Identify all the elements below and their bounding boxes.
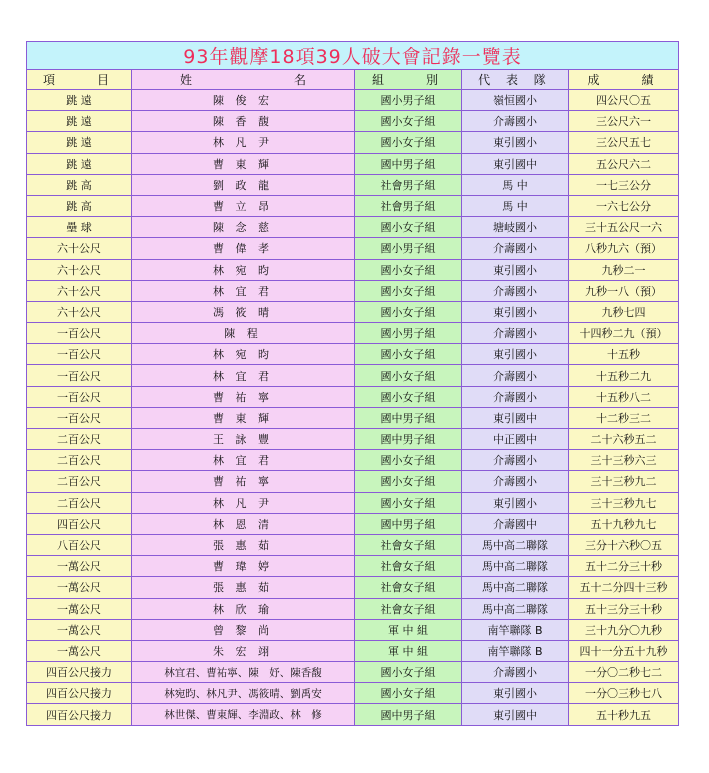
table-title: 93年觀摩18項39人破大會記錄一覽表 <box>27 42 679 70</box>
table-row <box>27 577 679 598</box>
table-row <box>27 598 679 619</box>
table-row <box>27 344 679 365</box>
cell-group: 國小女子組 <box>355 301 462 322</box>
cell-event: 跳 遠 <box>27 153 132 174</box>
table-row <box>27 556 679 577</box>
cell-group: 社會男子組 <box>355 174 462 195</box>
cell-result: 五十二分四十三秒 <box>569 577 679 598</box>
cell-group: 社會女子組 <box>355 534 462 555</box>
cell-name: 曹 立 昂 <box>132 195 355 216</box>
table-row <box>27 195 679 216</box>
cell-result: 九秒一八（預） <box>569 280 679 301</box>
table-row <box>27 662 679 683</box>
cell-result: 三公尺六一 <box>569 111 679 132</box>
cell-team: 東引國中 <box>462 407 569 428</box>
cell-group: 國小男子組 <box>355 90 462 111</box>
cell-team: 馬中高二聯隊 <box>462 598 569 619</box>
cell-event: 一百公尺 <box>27 386 132 407</box>
table-row <box>27 534 679 555</box>
cell-event: 六十公尺 <box>27 301 132 322</box>
cell-name: 林 凡 尹 <box>132 492 355 513</box>
cell-result: 三十三秒九七 <box>569 492 679 513</box>
table-row <box>27 429 679 450</box>
cell-result: 三十三秒六三 <box>569 450 679 471</box>
cell-event: 跳 遠 <box>27 90 132 111</box>
table-row <box>27 683 679 704</box>
cell-group: 國小男子組 <box>355 238 462 259</box>
cell-name: 陳 俊 宏 <box>132 90 355 111</box>
cell-group: 國小男子組 <box>355 323 462 344</box>
cell-group: 國中男子組 <box>355 153 462 174</box>
cell-team: 介壽國小 <box>462 471 569 492</box>
cell-group: 國小女子組 <box>355 344 462 365</box>
cell-event: 四百公尺接力 <box>27 683 132 704</box>
table-row <box>27 492 679 513</box>
cell-name: 林 凡 尹 <box>132 132 355 153</box>
cell-name: 曾 黎 尚 <box>132 619 355 640</box>
header-name-left: 姓 <box>180 73 193 87</box>
cell-event: 一百公尺 <box>27 407 132 428</box>
table-row <box>27 386 679 407</box>
cell-name: 曹 祐 寧 <box>132 471 355 492</box>
cell-result: 三分十六秒〇五 <box>569 534 679 555</box>
cell-team: 馬 中 <box>462 195 569 216</box>
cell-name: 朱 宏 翊 <box>132 640 355 661</box>
cell-name: 林宛昀、林凡尹、馮筱晴、劉禹安 <box>132 683 355 704</box>
cell-name: 王 詠 豐 <box>132 429 355 450</box>
table-row <box>27 704 679 725</box>
cell-team: 東引國小 <box>462 683 569 704</box>
header-group: 組 別 <box>355 70 462 90</box>
cell-group: 軍 中 組 <box>355 640 462 661</box>
cell-group: 國小女子組 <box>355 662 462 683</box>
cell-name: 曹 偉 孝 <box>132 238 355 259</box>
table-row <box>27 238 679 259</box>
table-row <box>27 280 679 301</box>
table-row <box>27 217 679 238</box>
cell-result: 十五秒 <box>569 344 679 365</box>
cell-group: 國中男子組 <box>355 429 462 450</box>
cell-result: 五十秒九五 <box>569 704 679 725</box>
cell-team: 馬中高二聯隊 <box>462 556 569 577</box>
cell-result: 九秒二一 <box>569 259 679 280</box>
cell-team: 東引國小 <box>462 301 569 322</box>
cell-group: 國小女子組 <box>355 386 462 407</box>
table-row <box>27 174 679 195</box>
cell-team: 南竿聯隊 B <box>462 640 569 661</box>
cell-group: 國小女子組 <box>355 365 462 386</box>
cell-name: 曹 祐 寧 <box>132 386 355 407</box>
cell-result: 二十六秒五二 <box>569 429 679 450</box>
cell-team: 東引國小 <box>462 492 569 513</box>
cell-event: 二百公尺 <box>27 450 132 471</box>
cell-group: 國小女子組 <box>355 492 462 513</box>
cell-group: 國中男子組 <box>355 407 462 428</box>
cell-name: 曹 瑋 婷 <box>132 556 355 577</box>
cell-group: 社會女子組 <box>355 598 462 619</box>
cell-team: 介壽國小 <box>462 323 569 344</box>
cell-team: 嶺恒國小 <box>462 90 569 111</box>
cell-team: 東引國中 <box>462 704 569 725</box>
cell-name: 曹 東 輝 <box>132 407 355 428</box>
cell-result: 五公尺六二 <box>569 153 679 174</box>
cell-group: 國小女子組 <box>355 471 462 492</box>
cell-event: 六十公尺 <box>27 238 132 259</box>
cell-result: 十五秒八二 <box>569 386 679 407</box>
cell-event: 一萬公尺 <box>27 598 132 619</box>
cell-event: 跳 高 <box>27 195 132 216</box>
cell-event: 跳 遠 <box>27 111 132 132</box>
table-row <box>27 153 679 174</box>
cell-group: 國小女子組 <box>355 280 462 301</box>
cell-team: 介壽國小 <box>462 386 569 407</box>
cell-result: 四十一分五十九秒 <box>569 640 679 661</box>
cell-team: 塘岐國小 <box>462 217 569 238</box>
cell-group: 國中男子組 <box>355 704 462 725</box>
cell-result: 一七三公分 <box>569 174 679 195</box>
cell-event: 二百公尺 <box>27 429 132 450</box>
cell-event: 壘 球 <box>27 217 132 238</box>
cell-event: 四百公尺接力 <box>27 662 132 683</box>
table-row <box>27 111 679 132</box>
cell-result: 三十五公尺一六 <box>569 217 679 238</box>
cell-name: 陳 程 <box>132 323 355 344</box>
cell-team: 介壽國小 <box>462 238 569 259</box>
cell-event: 跳 高 <box>27 174 132 195</box>
cell-result: 十四秒二九（預） <box>569 323 679 344</box>
cell-result: 一六七公分 <box>569 195 679 216</box>
cell-event: 一萬公尺 <box>27 556 132 577</box>
cell-group: 國小女子組 <box>355 450 462 471</box>
cell-event: 四百公尺接力 <box>27 704 132 725</box>
table-row <box>27 407 679 428</box>
table-row <box>27 619 679 640</box>
cell-group: 國中男子組 <box>355 513 462 534</box>
cell-result: 五十二分三十秒 <box>569 556 679 577</box>
cell-event: 一百公尺 <box>27 365 132 386</box>
header-result: 成 績 <box>569 70 679 90</box>
cell-name: 林 宜 君 <box>132 280 355 301</box>
table-row <box>27 513 679 534</box>
table-row <box>27 301 679 322</box>
cell-name: 林宜君、曹祐寧、陳 妤、陳香馥 <box>132 662 355 683</box>
header-name-right: 名 <box>293 73 306 87</box>
table-row <box>27 640 679 661</box>
table-row <box>27 323 679 344</box>
cell-name: 陳 香 馥 <box>132 111 355 132</box>
table-row <box>27 259 679 280</box>
cell-group: 國小女子組 <box>355 132 462 153</box>
cell-name: 劉 政 龍 <box>132 174 355 195</box>
table-row <box>27 365 679 386</box>
record-table-container <box>26 41 678 726</box>
table-row <box>27 450 679 471</box>
cell-name: 林 宛 昀 <box>132 344 355 365</box>
cell-group: 國小女子組 <box>355 111 462 132</box>
cell-team: 南竿聯隊 B <box>462 619 569 640</box>
cell-team: 介壽國中 <box>462 513 569 534</box>
cell-team: 介壽國小 <box>462 662 569 683</box>
cell-result: 五十三分三十秒 <box>569 598 679 619</box>
cell-event: 一萬公尺 <box>27 577 132 598</box>
cell-result: 五十九秒九七 <box>569 513 679 534</box>
cell-group: 國小女子組 <box>355 259 462 280</box>
table-row <box>27 132 679 153</box>
cell-event: 一百公尺 <box>27 323 132 344</box>
cell-name: 曹 東 輝 <box>132 153 355 174</box>
cell-event: 二百公尺 <box>27 471 132 492</box>
cell-name: 林 宜 君 <box>132 450 355 471</box>
cell-result: 一分〇三秒七八 <box>569 683 679 704</box>
cell-event: 跳 遠 <box>27 132 132 153</box>
table-row <box>27 471 679 492</box>
cell-name: 張 惠 茹 <box>132 577 355 598</box>
cell-team: 介壽國小 <box>462 111 569 132</box>
cell-event: 六十公尺 <box>27 280 132 301</box>
cell-result: 四公尺〇五 <box>569 90 679 111</box>
cell-result: 十二秒三二 <box>569 407 679 428</box>
cell-name: 林 宛 昀 <box>132 259 355 280</box>
header-row <box>27 70 679 90</box>
header-name <box>132 70 355 90</box>
cell-name: 林 宜 君 <box>132 365 355 386</box>
cell-name: 林 欣 瑜 <box>132 598 355 619</box>
cell-name: 林 恩 清 <box>132 513 355 534</box>
cell-group: 軍 中 組 <box>355 619 462 640</box>
cell-group: 國小女子組 <box>355 683 462 704</box>
cell-result: 三十九分〇九秒 <box>569 619 679 640</box>
cell-name: 馮 筱 晴 <box>132 301 355 322</box>
cell-group: 社會女子組 <box>355 556 462 577</box>
cell-result: 一分〇二秒七二 <box>569 662 679 683</box>
record-table <box>26 41 679 726</box>
cell-group: 社會女子組 <box>355 577 462 598</box>
cell-team: 馬 中 <box>462 174 569 195</box>
cell-team: 東引國小 <box>462 259 569 280</box>
cell-group: 國小女子組 <box>355 217 462 238</box>
cell-team: 東引國中 <box>462 153 569 174</box>
cell-name: 張 惠 茹 <box>132 534 355 555</box>
cell-result: 十五秒二九 <box>569 365 679 386</box>
header-team: 代 表 隊 <box>462 70 569 90</box>
cell-result: 三十三秒九二 <box>569 471 679 492</box>
cell-team: 東引國小 <box>462 132 569 153</box>
cell-name: 陳 念 慈 <box>132 217 355 238</box>
cell-team: 東引國小 <box>462 344 569 365</box>
cell-event: 二百公尺 <box>27 492 132 513</box>
cell-result: 九秒七四 <box>569 301 679 322</box>
cell-team: 介壽國小 <box>462 280 569 301</box>
cell-event: 六十公尺 <box>27 259 132 280</box>
cell-result: 三公尺五七 <box>569 132 679 153</box>
cell-event: 八百公尺 <box>27 534 132 555</box>
cell-name: 林世傑、曹東輝、李淵政、林 修 <box>132 704 355 725</box>
cell-event: 一萬公尺 <box>27 619 132 640</box>
cell-team: 介壽國小 <box>462 450 569 471</box>
cell-event: 一百公尺 <box>27 344 132 365</box>
header-event: 項 目 <box>27 70 132 90</box>
cell-team: 中正國中 <box>462 429 569 450</box>
table-row <box>27 90 679 111</box>
cell-result: 八秒九六（預） <box>569 238 679 259</box>
cell-event: 一萬公尺 <box>27 640 132 661</box>
cell-event: 四百公尺 <box>27 513 132 534</box>
cell-team: 馬中高二聯隊 <box>462 577 569 598</box>
cell-group: 社會男子組 <box>355 195 462 216</box>
cell-team: 馬中高二聯隊 <box>462 534 569 555</box>
cell-team: 介壽國小 <box>462 365 569 386</box>
